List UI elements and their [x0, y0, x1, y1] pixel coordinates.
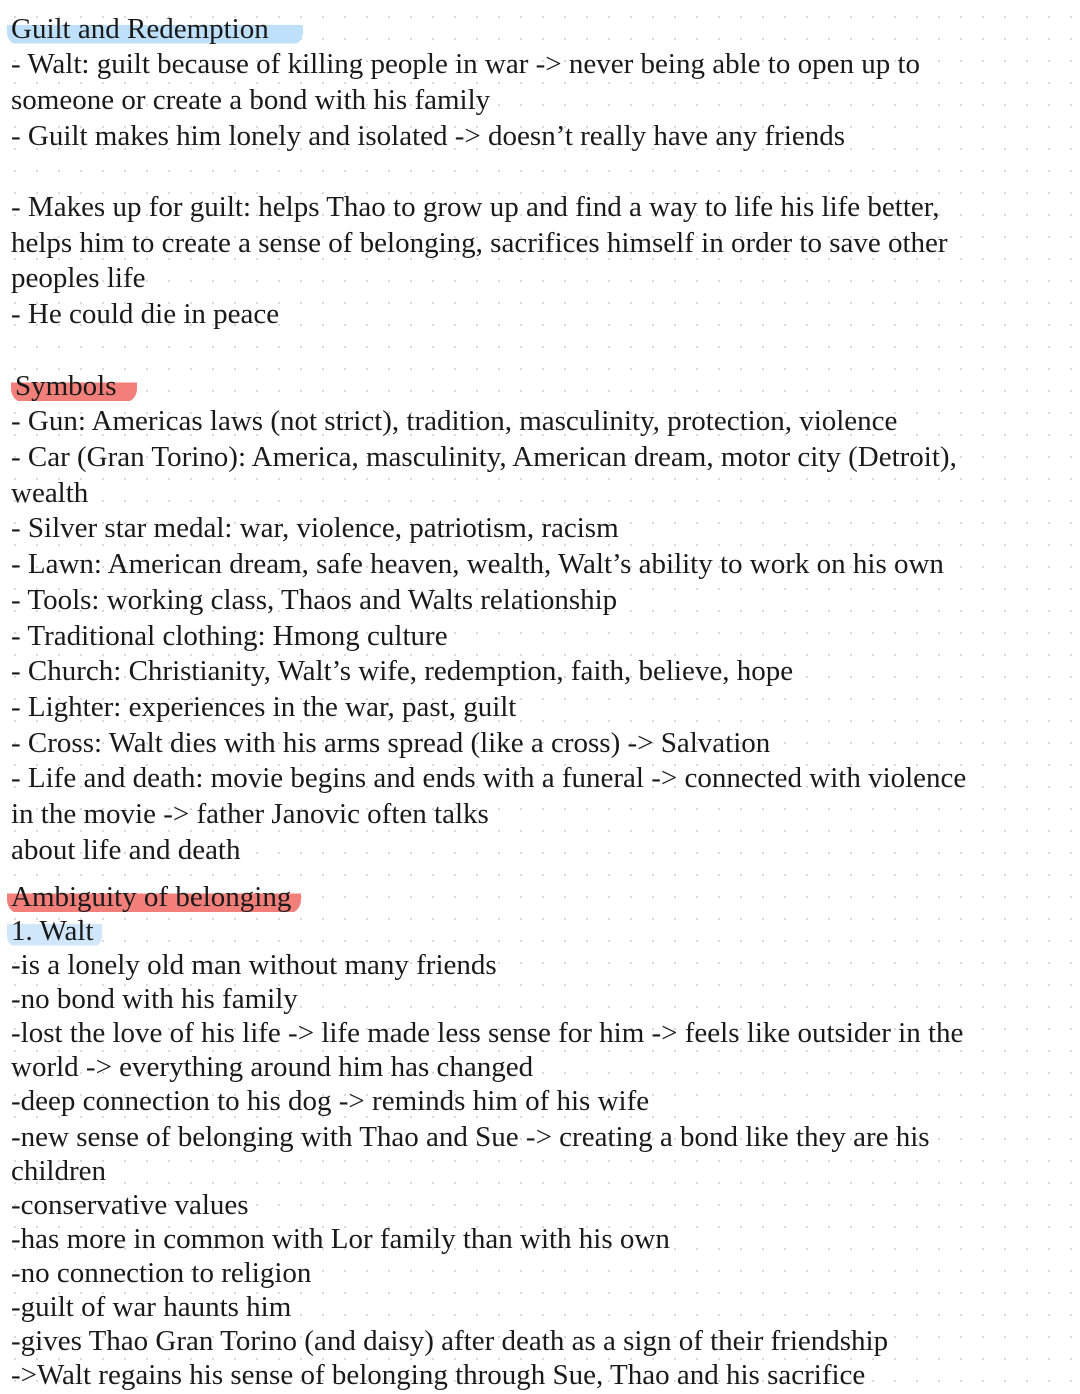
note-line: wealth — [11, 477, 89, 509]
note-line: - Lighter: experiences in the war, past, guilt — [11, 691, 517, 723]
note-line: - Church: Christianity, Walt’s wife, redemption, faith, believe, hope — [11, 655, 794, 687]
note-line: - Gun: Americas laws (not strict), tradition, masculinity, protection, violence — [11, 405, 898, 437]
section-heading-symbols: Symbols — [11, 369, 137, 403]
note-line: - Car (Gran Torino): America, masculinity, American dream, motor city (Detroit), — [11, 441, 957, 473]
note-line: - Life and death: movie begins and ends with a funeral -> connected with violence — [11, 762, 967, 794]
note-line: - Makes up for guilt: helps Thao to grow up and find a way to life his life better, — [11, 191, 940, 223]
section-heading-guilt-and-redemption: Guilt and Redemption — [7, 12, 303, 46]
section-heading-ambiguity-of-belonging: Ambiguity of belonging — [7, 880, 301, 914]
note-line: - Lawn: American dream, safe heaven, wealth, Walt’s ability to work on his own — [11, 548, 944, 580]
note-line: - Silver star medal: war, violence, patriotism, racism — [11, 512, 619, 544]
note-line: world -> everything around him has changed — [11, 1051, 534, 1083]
note-line: - He could die in peace — [11, 298, 280, 330]
note-line: about life and death — [11, 834, 241, 866]
note-line: ->Walt regains his sense of belonging through Sue, Thao and his sacrifice — [11, 1359, 866, 1391]
note-line: -has more in common with Lor family than with his own — [11, 1223, 670, 1255]
note-line: - Cross: Walt dies with his arms spread (like a cross) -> Salvation — [11, 727, 771, 759]
note-line: - Tools: working class, Thaos and Walts relationship — [11, 584, 618, 616]
note-line: -no bond with his family — [11, 983, 298, 1015]
note-line: -deep connection to his dog -> reminds him of his wife — [11, 1085, 650, 1117]
note-line: - Guilt makes him lonely and isolated -> doesn’t really have any friends — [11, 120, 846, 152]
note-line: -conservative values — [11, 1189, 249, 1221]
note-line: peoples life — [11, 262, 146, 294]
note-line: children — [11, 1155, 107, 1187]
subsection-heading-walt: 1. Walt — [7, 914, 102, 948]
note-line: in the movie -> father Janovic often talks — [11, 798, 489, 830]
note-line: - Traditional clothing: Hmong culture — [11, 620, 448, 652]
note-line: -no connection to religion — [11, 1257, 312, 1289]
note-line: -gives Thao Gran Torino (and daisy) after death as a sign of their friendship — [11, 1325, 889, 1357]
note-line: -guilt of war haunts him — [11, 1291, 292, 1323]
note-line: -is a lonely old man without many friends — [11, 949, 497, 981]
note-line: -new sense of belonging with Thao and Sue -> creating a bond like they are his — [11, 1121, 930, 1153]
note-line: helps him to create a sense of belonging, sacrifices himself in order to save other — [11, 227, 948, 259]
note-line: -lost the love of his life -> life made less sense for him -> feels like outsider in the — [11, 1017, 964, 1049]
note-line: - Walt: guilt because of killing people in war -> never being able to open up to — [11, 48, 921, 80]
note-line: someone or create a bond with his family — [11, 84, 491, 116]
